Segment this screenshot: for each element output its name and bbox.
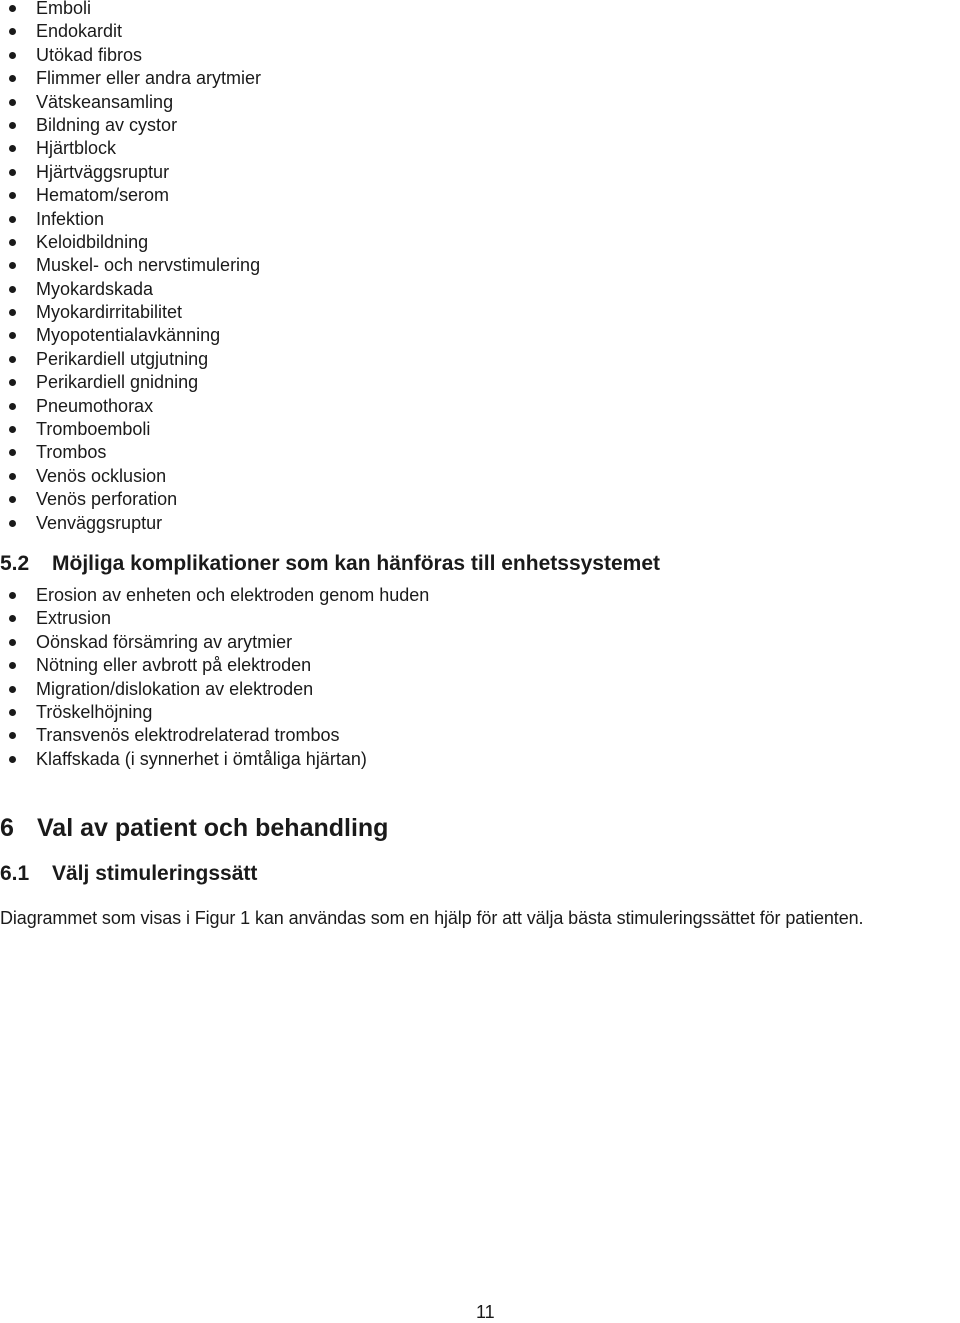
section-title: Möjliga komplikationer som kan hänföras till enhetssystemet bbox=[52, 552, 660, 575]
list-item-text: Trombos bbox=[36, 442, 107, 463]
list-item-text: Erosion av enheten och elektroden genom huden bbox=[36, 585, 430, 605]
bullet-icon bbox=[9, 286, 16, 293]
section-number: 5.2 bbox=[0, 552, 30, 575]
list-item-text: Flimmer eller andra arytmier bbox=[36, 68, 262, 89]
list-item-text: Infektion bbox=[36, 208, 105, 229]
list-item bbox=[0, 184, 261, 207]
list-item bbox=[0, 67, 261, 90]
page-number: 11 bbox=[476, 1302, 495, 1322]
list-item bbox=[0, 748, 429, 771]
list-item-text: Extrusion bbox=[36, 608, 112, 629]
list-item-text: Migration/dislokation av elektroden bbox=[36, 678, 314, 699]
list-item-text: Hjärtblock bbox=[36, 138, 117, 159]
list-item-text: Pneumothorax bbox=[36, 395, 154, 416]
bullet-icon bbox=[9, 449, 16, 456]
list-item-text: Hjärtväggsruptur bbox=[36, 161, 170, 182]
bullet-icon bbox=[9, 686, 16, 693]
list-item bbox=[0, 701, 429, 724]
section-title: Val av patient och behandling bbox=[37, 814, 389, 842]
list-item-text: Myopotentialavkänning bbox=[36, 325, 221, 346]
bullet-icon bbox=[9, 426, 16, 433]
bullet-icon bbox=[9, 5, 16, 12]
list-item bbox=[0, 654, 429, 677]
list-item-text: Perikardiell utgjutning bbox=[36, 348, 209, 369]
list-item bbox=[0, 607, 429, 630]
list-item-text: Nötning eller avbrott på elektroden bbox=[36, 655, 312, 676]
bullet-icon bbox=[9, 99, 16, 106]
list-item bbox=[0, 301, 261, 324]
list-item bbox=[0, 512, 261, 535]
list-item-text: Klaffskada (i synnerhet i ömtåliga hjärtan) bbox=[36, 748, 367, 769]
section-number: 6 bbox=[0, 814, 14, 842]
list-item bbox=[0, 161, 261, 184]
bullet-icon bbox=[9, 52, 16, 59]
device-complications-list bbox=[0, 584, 429, 771]
bullet-icon bbox=[9, 309, 16, 316]
list-item bbox=[0, 418, 261, 441]
list-item-text: Venös ocklusion bbox=[36, 465, 167, 486]
bullet-icon bbox=[9, 122, 16, 129]
list-item bbox=[0, 91, 261, 114]
list-item bbox=[0, 208, 261, 231]
list-item bbox=[0, 631, 429, 654]
list-item bbox=[0, 584, 429, 607]
body-paragraph: Diagrammet som visas i Figur 1 kan användas som en hjälp för att välja bästa stimuleringssättet för patienten. bbox=[0, 908, 864, 928]
bullet-icon bbox=[9, 379, 16, 386]
bullet-icon bbox=[9, 473, 16, 480]
section-heading-5-2 bbox=[0, 552, 660, 576]
bullet-icon bbox=[9, 520, 16, 527]
section-heading-6-1 bbox=[0, 862, 257, 886]
list-item bbox=[0, 324, 261, 347]
list-item-text: Oönskad försämring av arytmier bbox=[36, 631, 293, 652]
bullet-icon bbox=[9, 262, 16, 269]
bullet-icon bbox=[9, 732, 16, 739]
bullet-icon bbox=[9, 28, 16, 35]
list-item-text: Emboli bbox=[36, 0, 92, 18]
list-item bbox=[0, 0, 261, 20]
bullet-icon bbox=[9, 592, 16, 599]
list-item-text: Keloidbildning bbox=[36, 231, 149, 252]
bullet-icon bbox=[9, 403, 16, 410]
bullet-icon bbox=[9, 332, 16, 339]
bullet-icon bbox=[9, 496, 16, 503]
list-item-text: Utökad fibros bbox=[36, 44, 143, 65]
list-item bbox=[0, 278, 261, 301]
list-item-text: Bildning av cystor bbox=[36, 114, 178, 135]
bullet-icon bbox=[9, 639, 16, 646]
list-item bbox=[0, 371, 261, 394]
list-item bbox=[0, 44, 261, 67]
list-item bbox=[0, 488, 261, 511]
list-item bbox=[0, 20, 261, 43]
list-item bbox=[0, 137, 261, 160]
list-item bbox=[0, 254, 261, 277]
bullet-icon bbox=[9, 356, 16, 363]
bullet-icon bbox=[9, 756, 16, 763]
section-heading-6 bbox=[0, 814, 388, 843]
bullet-icon bbox=[9, 615, 16, 622]
list-item bbox=[0, 465, 261, 488]
list-item bbox=[0, 114, 261, 137]
list-item-text: Myokardirritabilitet bbox=[36, 302, 183, 323]
list-item-text: Venös perforation bbox=[36, 489, 178, 510]
list-item bbox=[0, 348, 261, 371]
bullet-icon bbox=[9, 239, 16, 246]
list-item-text: Venväggsruptur bbox=[36, 512, 163, 533]
bullet-icon bbox=[9, 709, 16, 716]
list-item bbox=[0, 724, 429, 747]
list-item-text: Endokardit bbox=[36, 21, 123, 42]
list-item bbox=[0, 231, 261, 254]
list-item bbox=[0, 678, 429, 701]
bullet-icon bbox=[9, 216, 16, 223]
list-item-text: Tröskelhöjning bbox=[36, 701, 153, 722]
bullet-icon bbox=[9, 145, 16, 152]
list-item-text: Hematom/serom bbox=[36, 185, 170, 206]
list-item-text: Perikardiell gnidning bbox=[36, 372, 199, 393]
complications-list bbox=[0, 0, 261, 535]
bullet-icon bbox=[9, 192, 16, 199]
list-item-text: Transvenös elektrodrelaterad trombos bbox=[36, 725, 340, 746]
list-item bbox=[0, 441, 261, 464]
bullet-icon bbox=[9, 169, 16, 176]
list-item-text: Vätskeansamling bbox=[36, 91, 174, 112]
bullet-icon bbox=[9, 662, 16, 669]
section-title: Välj stimuleringssätt bbox=[52, 862, 258, 885]
bullet-icon bbox=[9, 75, 16, 82]
list-item-text: Muskel- och nervstimulering bbox=[36, 255, 261, 276]
list-item-text: Myokardskada bbox=[36, 278, 154, 299]
section-number: 6.1 bbox=[0, 862, 30, 885]
list-item bbox=[0, 395, 261, 418]
list-item-text: Tromboemboli bbox=[36, 419, 151, 440]
